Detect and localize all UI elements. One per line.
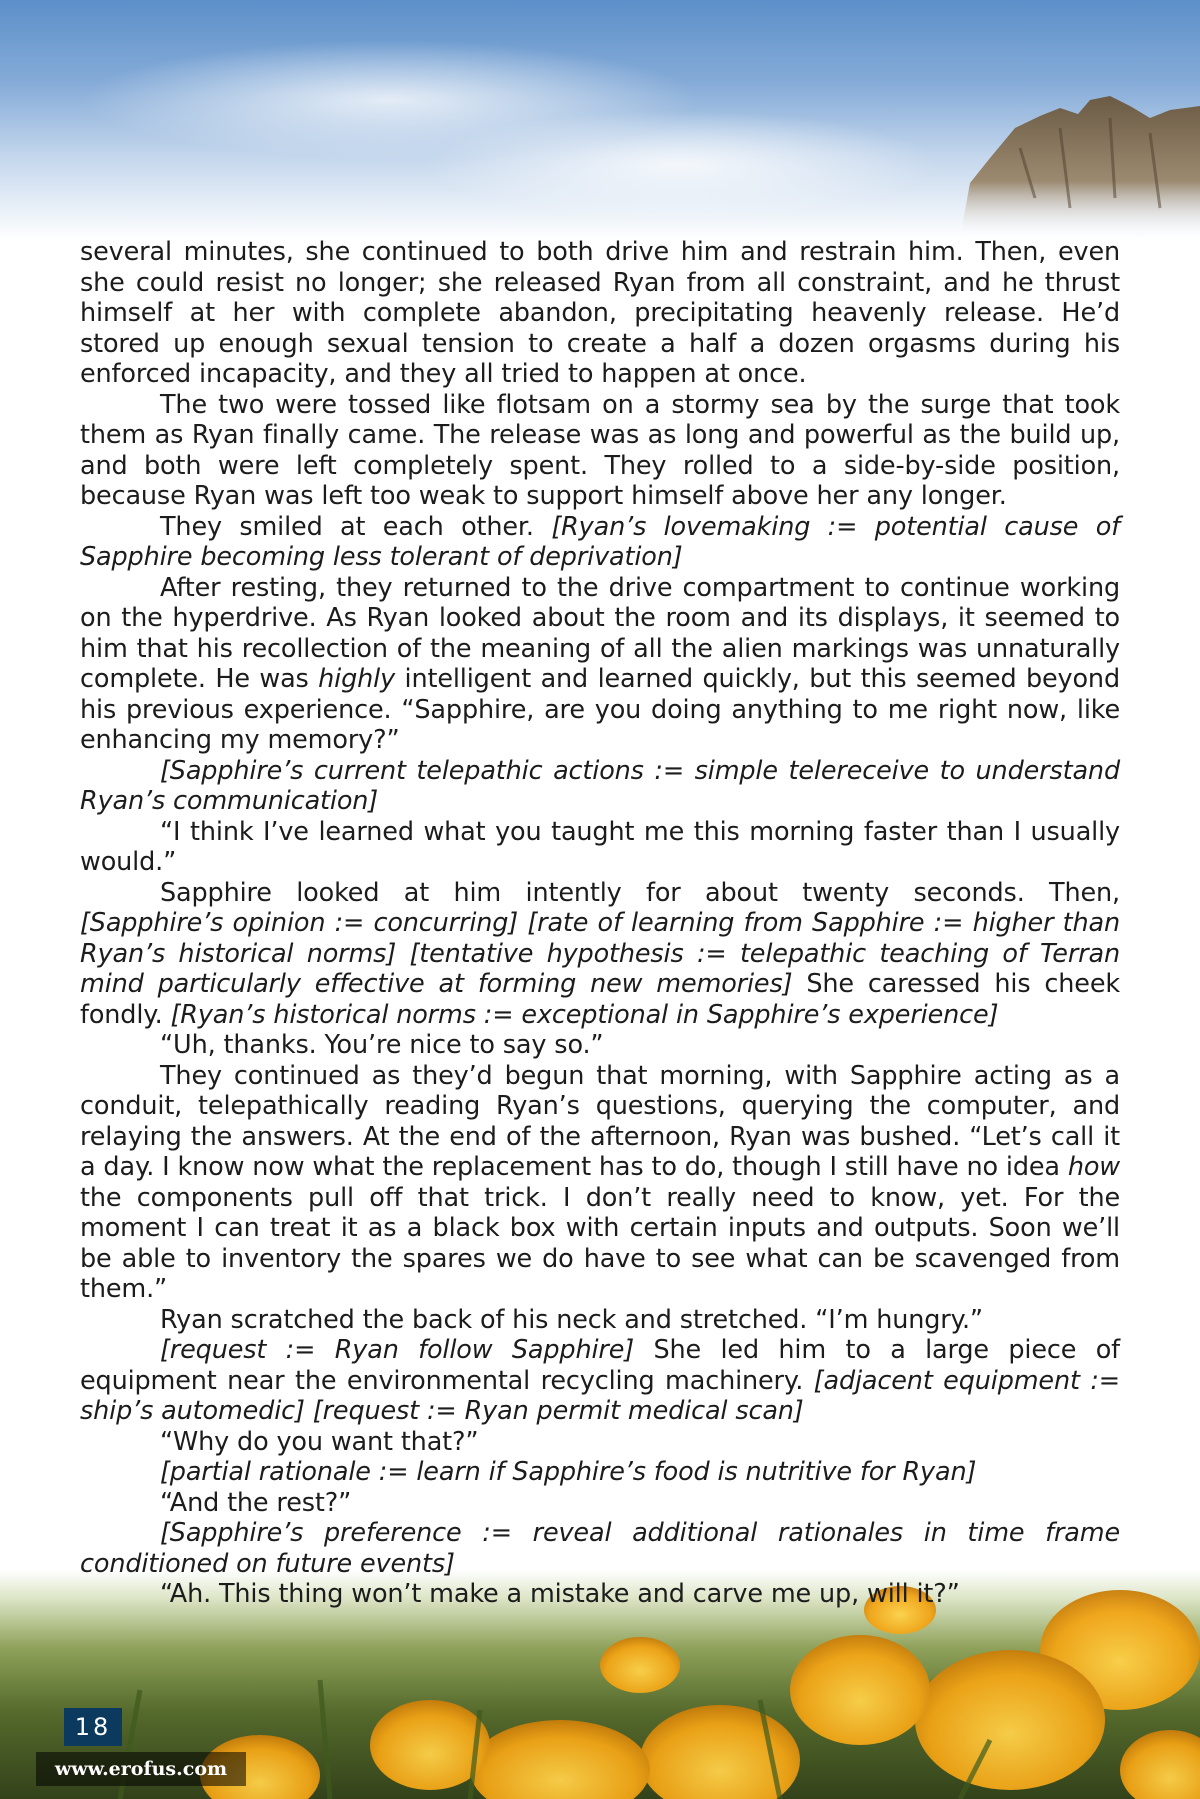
text-run: She caressed his cheek fondly. <box>80 969 1120 1030</box>
paragraph <box>80 512 1120 573</box>
text-run: intelligent and learned quickly, but this seemed beyond his previous experience. “Sapphire, are you doing anything to me right now, like enhancing my memory?” <box>80 664 1120 755</box>
paragraph <box>80 1518 1120 1579</box>
paragraph <box>80 1457 1120 1488</box>
paragraph <box>80 1488 1120 1519</box>
rock-cliff-image <box>960 88 1200 238</box>
text-run: They continued as they’d begun that morning, with Sapphire acting as a conduit, telepathically reading Ryan’s questions, querying the computer, and relaying the answers. At the end of the afternoon, Ryan was bushed. “Let’s call it a day. I know now what the replacement has to do, though I still have no idea <box>80 1060 1120 1182</box>
text-run: “And the rest?” <box>160 1487 352 1518</box>
paragraph <box>80 390 1120 512</box>
text-run: “Why do you want that?” <box>160 1426 479 1457</box>
paragraph <box>80 573 1120 756</box>
text-run: “Ah. This thing won’t make a mistake and carve me up, will it?” <box>160 1579 960 1609</box>
italic-text-run: [request := Ryan follow Sapphire] <box>160 1335 635 1365</box>
italic-text-run: [partial rationale := learn if Sapphire’s food is nutritive for Ryan] <box>160 1457 977 1487</box>
italic-text-run: [Ryan’s lovemaking := potential cause of Sapphire becoming less tolerant of deprivation] <box>80 511 1120 572</box>
paragraph <box>80 878 1120 1031</box>
italic-text-run: [Ryan’s historical norms := exceptional in Sapphire’s experience] <box>170 999 999 1030</box>
text-run: She led him to a large piece of equipment near the environmental recycling machinery. <box>80 1335 1120 1396</box>
paragraph <box>80 1579 1120 1610</box>
text-run: Ryan scratched the back of his neck and stretched. “I’m hungry.” <box>160 1304 983 1335</box>
italic-text-run: how <box>1067 1152 1121 1182</box>
paragraph <box>80 237 1120 390</box>
text-run: several minutes, she continued to both drive him and restrain him. Then, even she could resist no longer; she released Ryan from all constraint, and he thrust himself at her with complete abandon, precipitating heavenly release. He’d stored up enough sexual tension to create a half a dozen orgasms during his enforced incapacity, and they all tried to happen at once. <box>80 237 1120 389</box>
italic-text-run: [adjacent equipment := ship’s automedic] [request := Ryan permit medical scan] <box>80 1365 1120 1426</box>
paragraph <box>80 1030 1120 1061</box>
italic-text-run: [Sapphire’s current telepathic actions := simple telereceive to understand Ryan’s communication] <box>80 755 1120 816</box>
italic-text-run: [Sapphire’s opinion := concurring] [rate of learning from Sapphire := higher than Ryan’s historical norms] [tentative hypothesis := telepathic teaching of Terran mind particularly effective at forming new memories] <box>80 908 1120 999</box>
italic-text-run: highly <box>318 664 396 694</box>
paragraph <box>80 1427 1120 1458</box>
text-run: After resting, they returned to the drive compartment to continue working on the hyperdrive. As Ryan looked about the room and its displays, it seemed to him that his recollection of the meaning of all the alien markings was unnaturally complete. He was <box>80 572 1120 694</box>
text-run: The two were tossed like flotsam on a stormy sea by the surge that took them as Ryan finally came. The release was as long and powerful as the build up, and both were left completely spent. They rolled to a side-by-side position, because Ryan was left too weak to support himself above her any longer. <box>80 389 1120 511</box>
watermark: www.erofus.com <box>36 1752 246 1786</box>
italic-text-run: [Sapphire’s preference := reveal additional rationales in time frame conditioned on future events] <box>80 1518 1120 1579</box>
text-run: “Uh, thanks. You’re nice to say so.” <box>160 1030 604 1060</box>
paragraph <box>80 756 1120 817</box>
page-number: 18 <box>64 1708 122 1746</box>
text-run: Sapphire looked at him intently for about twenty seconds. Then, <box>160 877 1120 908</box>
paragraph <box>80 1061 1120 1305</box>
text-run: They smiled at each other. <box>160 511 552 542</box>
paragraph <box>80 1305 1120 1336</box>
cloud <box>420 110 940 220</box>
body-text <box>80 237 1120 1610</box>
text-run: the components pull off that trick. I don’t really need to know, yet. For the moment I can treat it as a black box with certain inputs and outputs. Soon we’ll be able to inventory the spares we do have to see what can be scavenged from them.” <box>80 1182 1120 1304</box>
paragraph <box>80 817 1120 878</box>
paragraph <box>80 1335 1120 1427</box>
text-run: “I think I’ve learned what you taught me this morning faster than I usually would.” <box>80 816 1120 877</box>
